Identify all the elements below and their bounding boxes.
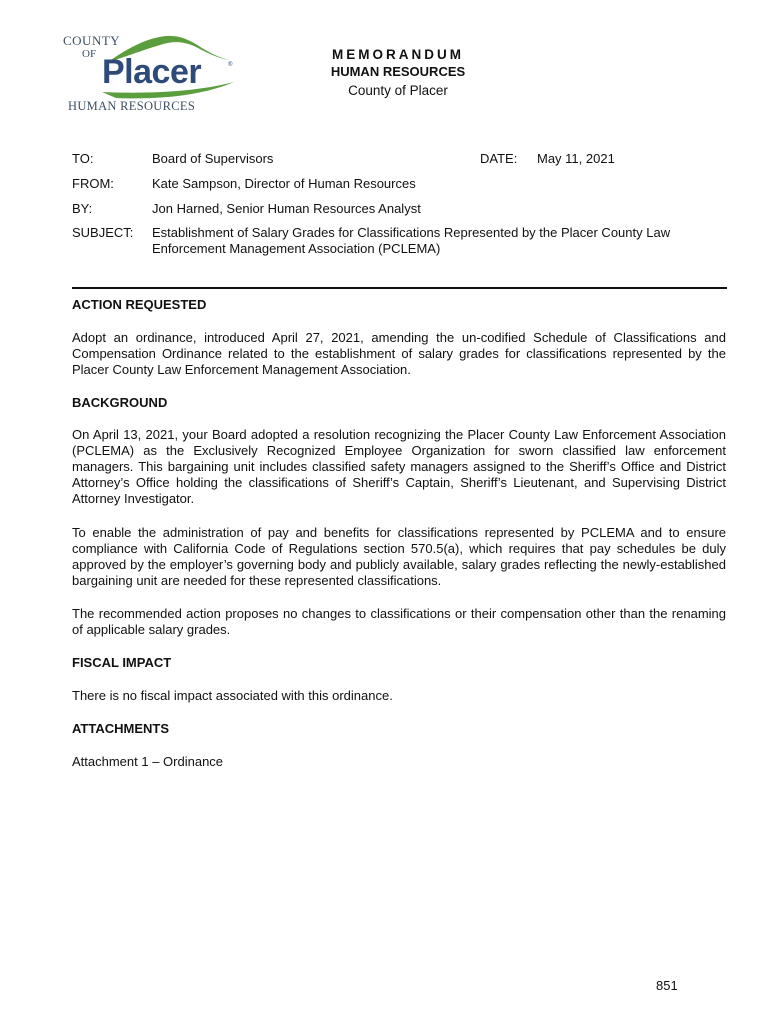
logo-county-text: COUNTY [63,33,121,48]
action-requested-text: Adopt an ordinance, introduced April 27, 2021, amending the un-codified Schedule of Classifications and Compensation Ordinance related to the establishment of salary grades for classifications represented by the Placer County Law Enforcement Management Association. [72,330,726,377]
background-paragraph-3: The recommended action proposes no changes to classifications or their compensation other than the renaming of applicable salary grades. [72,606,726,637]
from-value: Kate Sampson, Director of Human Resources [152,176,416,191]
fiscal-impact-text: There is no fiscal impact associated with this ordinance. [72,688,393,703]
memo-organization: County of Placer [348,83,448,98]
subject-line-2: Enforcement Management Association (PCLEMA) [152,241,441,256]
date-label: DATE: [480,151,518,166]
header-divider [72,287,727,289]
by-value: Jon Harned, Senior Human Resources Analyst [152,201,421,216]
from-label: FROM: [72,176,114,191]
background-paragraph-1: On April 13, 2021, your Board adopted a resolution recognizing the Placer County Law Enforcement Association (PCLEMA) as the Exclusively Recognized Employee Organization for sworn classified law enforcement managers. This bargaining unit includes classified safety managers assigned to the Sheriff’s Office and District Attorney’s Office holding the classifications of Sheriff’s Captain, Sheriff’s Lieutenant, and Supervising District Attorney Investigator. [72,427,726,506]
logo-of-text: OF [82,48,97,60]
logo-placer-text: Placer [102,53,202,91]
logo-registered-mark: ® [228,62,233,68]
background-heading: BACKGROUND [72,395,168,410]
county-of-placer-logo [56,32,246,118]
memo-department: HUMAN RESOURCES [330,64,466,79]
date-value: May 11, 2021 [537,151,615,166]
background-paragraph-2: To enable the administration of pay and benefits for classifications represented by PCLEMA and to ensure compliance with California Code of Regulations section 570.5(a), which requires that pay schedules be duly approved by the employer’s governing body and publicly available, salary grades reflecting the newly-established bargaining unit are needed for these represented classifications. [72,525,726,588]
subject-label: SUBJECT: [72,225,134,240]
logo-department-text: HUMAN RESOURCES [68,99,196,113]
to-label: TO: [72,151,94,166]
fiscal-impact-heading: FISCAL IMPACT [72,655,172,670]
action-requested-heading: ACTION REQUESTED [72,297,207,312]
memo-heading [300,46,496,101]
attachment-item: Attachment 1 – Ordinance [72,754,224,769]
subject-line-1: Establishment of Salary Grades for Classifications Represented by the Placer County Law [152,225,671,240]
memo-title: MEMORANDUM [332,47,464,62]
by-label: BY: [72,201,93,216]
attachments-heading: ATTACHMENTS [72,721,170,736]
to-value: Board of Supervisors [152,151,274,166]
page-number: 851 [656,978,678,993]
